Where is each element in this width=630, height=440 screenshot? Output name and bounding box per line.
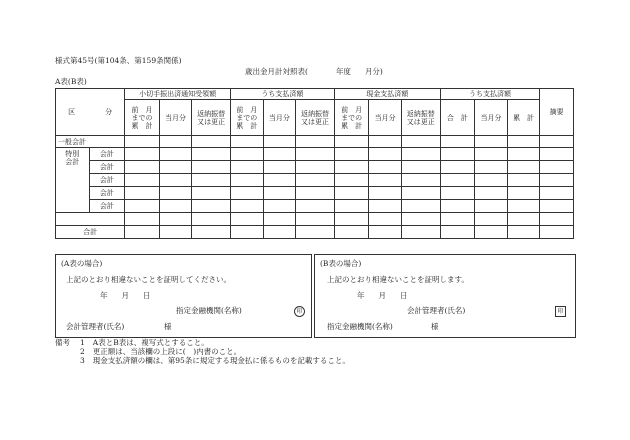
row-label-subtotal: 会計	[89, 161, 125, 174]
table-row	[56, 174, 574, 187]
header-tougetsu: 当月分	[263, 100, 296, 136]
header-zengetsu: 前 月 までの 累 計	[125, 100, 160, 136]
header-kubun: 区 分	[56, 89, 125, 136]
header-remarks: 摘要	[540, 89, 574, 136]
header-henno: 返納振替 又は更正	[296, 100, 335, 136]
table-row	[56, 187, 574, 200]
header-ruikei: 累 計	[507, 100, 540, 136]
note-item: 2 更正額は、当該欄の上段に( )内書のこと。	[80, 347, 242, 356]
header-henno: 返納振替 又は更正	[192, 100, 231, 136]
form-number: 様式第45号(第104条、第159条関係)	[55, 56, 182, 65]
notes-label: 備考	[55, 338, 70, 347]
header-group-paid-2: うち支払済額	[440, 89, 540, 100]
box-b-statement: 上記のとおり相違ないことを証明します。	[327, 275, 469, 284]
row-label-subtotal: 会計	[89, 187, 125, 200]
box-b-date: 年 月 日	[357, 291, 408, 300]
table-label: A表(B表)	[55, 77, 87, 86]
header-group-cash-paid: 現金支払済額	[334, 89, 440, 100]
certification-box-a	[55, 254, 312, 338]
table-row	[56, 148, 574, 161]
header-group-paid-1: うち支払済額	[231, 89, 335, 100]
table-row	[56, 213, 574, 226]
box-a-heading: (A表の場合)	[61, 259, 103, 268]
note-item: 1 A表とB表は、複写式とすること。	[80, 338, 209, 347]
table-row	[56, 161, 574, 174]
table-row	[56, 136, 574, 148]
row-label-subtotal: 会計	[89, 148, 125, 161]
ledger-table	[55, 88, 574, 239]
seal-icon: 印	[294, 306, 305, 317]
header-tougetsu: 当月分	[475, 100, 508, 136]
box-a-bank: 指定金融機関(名称)	[176, 306, 242, 315]
box-a-manager: 会計管理者(氏名)	[66, 322, 125, 331]
header-zengetsu: 前 月 までの 累 計	[334, 100, 369, 136]
box-b-honorific: 様	[431, 322, 439, 331]
note-item: 3 現金支払済額の欄は、第95条に規定する現金払に係るものを記載すること。	[80, 356, 350, 365]
box-a-date: 年 月 日	[100, 291, 151, 300]
certification-box-b	[314, 254, 576, 338]
row-label-subtotal: 会計	[89, 200, 125, 213]
header-group-check-received: 小切手振出済通知受領額	[125, 89, 231, 100]
box-a-honorific: 様	[164, 322, 172, 331]
header-henno: 返納振替 又は更正	[401, 100, 440, 136]
table-row	[56, 226, 574, 239]
table-row	[56, 200, 574, 213]
form-title: 歳出金月計対照表( 年度 月分)	[245, 67, 383, 76]
header-tougetsu: 当月分	[159, 100, 192, 136]
box-a-statement: 上記のとおり相違ないことを証明してください。	[66, 275, 231, 284]
seal-icon: 印	[555, 306, 566, 317]
box-b-heading: (B表の場合)	[320, 259, 362, 268]
header-goukei: 合 計	[440, 100, 475, 136]
header-zengetsu: 前 月 までの 累 計	[231, 100, 264, 136]
row-label-special: 特別 会計	[56, 148, 90, 213]
header-tougetsu: 当月分	[369, 100, 402, 136]
row-label-subtotal: 会計	[89, 174, 125, 187]
row-label-general: 一般会計	[56, 136, 125, 148]
box-b-bank: 指定金融機関(名称)	[327, 322, 393, 331]
row-label-total: 合計	[56, 226, 125, 239]
box-b-manager: 会計管理者(氏名)	[407, 306, 466, 315]
